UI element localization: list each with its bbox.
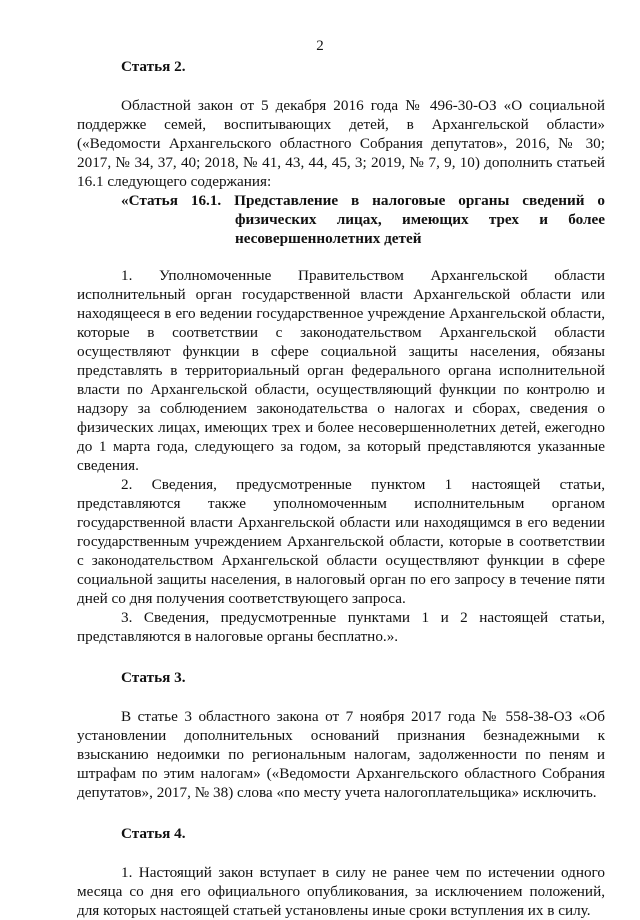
- spacer: [77, 646, 605, 668]
- article-2-intro: Областной закон от 5 декабря 2016 года № 496-30-ОЗ «О социальной поддержке семей, воспитывающих детей, в Архангельской области» («Ведомости Архангельского областного Собрания депутатов», 2016, № 30; 2017, № 34, 37, 40; 2018, № 41, 43, 44, 45, 3; 2019, № 7, 9, 10) дополнить статьей 16.1 следующего содержания:: [77, 97, 605, 190]
- article-16-1-point-1: 1. Уполномоченные Правительством Архангельской области исполнительный орган государственной власти Архангельской области или находящееся в его ведении государственное учреждение Архангельской области, которые в соответствии с законодательством Архангельской области осуществляют функции в сфере социальной защиты населения, обязаны представлять в территориальный орган федерального органа исполнительной власти по Архангельской области, осуществляющий функции по контролю и надзору за соблюдением законодательства о налогах и сборах, сведения о физических лицах, имеющих трех и более несовершеннолетних детей, ежегодно до 1 марта года, следующего за годом, за который представляются указанные сведения.: [77, 267, 605, 474]
- article-2-heading: Статья 2.: [121, 58, 186, 75]
- spacer: [77, 76, 605, 96]
- article-4-heading: Статья 4.: [121, 825, 186, 842]
- article-4-text: 1. Настоящий закон вступает в силу не ранее чем по истечении одного месяца со дня его официального опубликования, за исключением положений, для которых настоящей статьей установлены иные сроки вступления их в силу.: [77, 864, 605, 919]
- article-3-text: В статье 3 областного закона от 7 ноября 2017 года № 558-38-ОЗ «Об установлении дополнительных оснований признания безнадежными к взысканию недоимки по региональным налогам, задолженности по пеням и штрафам по этим налогам» («Ведомости Архангельского областного Собрания депутатов», 2017, № 38) слова «по месту учета налогоплательщика» исключить.: [77, 708, 605, 801]
- document-body: [77, 57, 605, 920]
- spacer: [77, 248, 605, 266]
- article-16-1-title-text: «Статья 16.1. Представление в налоговые органы сведений о физических лицах, имеющих трех и более несовершеннолетних детей: [121, 192, 605, 247]
- spacer: [77, 687, 605, 707]
- article-3-heading: Статья 3.: [121, 669, 186, 686]
- spacer: [77, 843, 605, 863]
- spacer: [77, 802, 605, 824]
- article-16-1-title: [77, 191, 605, 248]
- page-number: 2: [316, 38, 324, 54]
- article-16-1-point-2: 2. Сведения, предусмотренные пунктом 1 настоящей статьи, представляются также уполномоченным исполнительным органом государственной власти Архангельской области или находящимся в его ведении государственным учреждением Архангельской области, которые в соответствии с законодательством Архангельской области осуществляют функции в сфере социальной защиты населения, в налоговый орган по его запросу в течение пяти дней со дня получения соответствующего запроса.: [77, 476, 605, 607]
- article-16-1-point-3: 3. Сведения, предусмотренные пунктами 1 и 2 настоящей статьи, представляются в налоговые органы бесплатно.».: [77, 609, 605, 645]
